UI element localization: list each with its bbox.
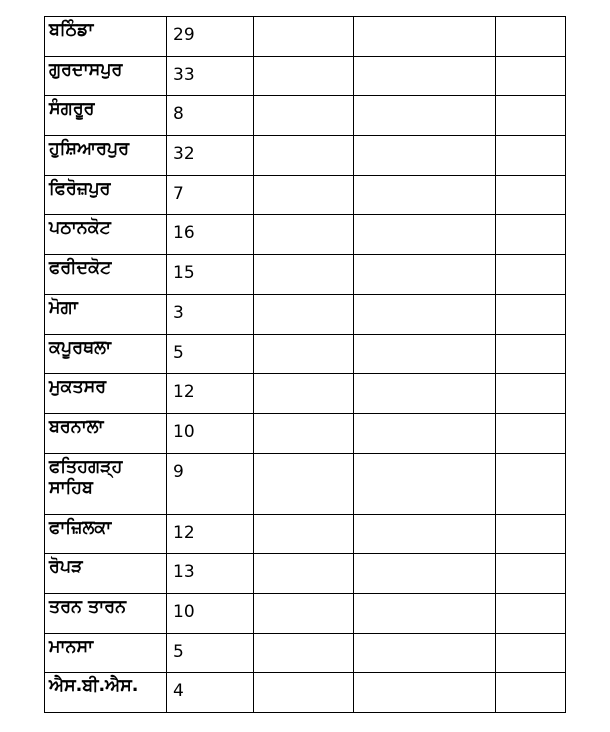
district-table bbox=[44, 16, 566, 713]
count-cell: 33 bbox=[167, 56, 254, 96]
district-name-cell: ਬਰਨਾਲਾ bbox=[45, 413, 167, 453]
table-row bbox=[45, 673, 566, 713]
empty-cell bbox=[254, 453, 354, 514]
empty-cell bbox=[254, 215, 354, 255]
district-name-cell: ਰੋਪੜ bbox=[45, 554, 167, 594]
table-row bbox=[45, 56, 566, 96]
district-name-cell: ਬਠਿੰਡਾ bbox=[45, 17, 167, 57]
empty-cell bbox=[354, 56, 496, 96]
table-row bbox=[45, 633, 566, 673]
district-name-cell: ਮੁਕਤਸਰ bbox=[45, 374, 167, 414]
district-name-cell: ਮੋਗਾ bbox=[45, 294, 167, 334]
district-name-cell: ਮਾਨਸਾ bbox=[45, 633, 167, 673]
count-cell: 15 bbox=[167, 255, 254, 295]
table-row bbox=[45, 175, 566, 215]
empty-cell bbox=[254, 96, 354, 136]
empty-cell bbox=[254, 514, 354, 554]
table-row bbox=[45, 593, 566, 633]
empty-cell bbox=[354, 334, 496, 374]
empty-cell bbox=[354, 255, 496, 295]
empty-cell bbox=[496, 175, 566, 215]
count-cell: 3 bbox=[167, 294, 254, 334]
count-cell: 10 bbox=[167, 593, 254, 633]
table-row bbox=[45, 215, 566, 255]
empty-cell bbox=[254, 17, 354, 57]
district-name-cell: ਫਾਜ਼ਿਲਕਾ bbox=[45, 514, 167, 554]
empty-cell bbox=[354, 17, 496, 57]
table-row bbox=[45, 255, 566, 295]
empty-cell bbox=[496, 514, 566, 554]
empty-cell bbox=[354, 633, 496, 673]
empty-cell bbox=[354, 413, 496, 453]
count-cell: 7 bbox=[167, 175, 254, 215]
empty-cell bbox=[354, 294, 496, 334]
empty-cell bbox=[496, 374, 566, 414]
table-row bbox=[45, 514, 566, 554]
count-cell: 4 bbox=[167, 673, 254, 713]
empty-cell bbox=[254, 56, 354, 96]
empty-cell bbox=[254, 554, 354, 594]
district-name-cell: ਸੰਗਰੂਰ bbox=[45, 96, 167, 136]
empty-cell bbox=[496, 413, 566, 453]
empty-cell bbox=[254, 673, 354, 713]
district-name-cell: ਫਤਿਹਗੜ੍ਹ ਸਾਹਿਬ bbox=[45, 453, 167, 514]
district-name-cell: ਤਰਨ ਤਾਰਨ bbox=[45, 593, 167, 633]
empty-cell bbox=[496, 56, 566, 96]
empty-cell bbox=[496, 554, 566, 594]
district-name-cell: ਫਰੀਦਕੋਟ bbox=[45, 255, 167, 295]
table-row bbox=[45, 96, 566, 136]
empty-cell bbox=[254, 136, 354, 176]
empty-cell bbox=[354, 593, 496, 633]
empty-cell bbox=[254, 334, 354, 374]
district-name-cell: ਗੁਰਦਾਸਪੁਰ bbox=[45, 56, 167, 96]
count-cell: 32 bbox=[167, 136, 254, 176]
district-name-cell: ਹੁਸ਼ਿਆਰਪੁਰ bbox=[45, 136, 167, 176]
empty-cell bbox=[254, 374, 354, 414]
table-row bbox=[45, 413, 566, 453]
table-row bbox=[45, 17, 566, 57]
empty-cell bbox=[354, 554, 496, 594]
table-row bbox=[45, 374, 566, 414]
empty-cell bbox=[254, 175, 354, 215]
count-cell: 9 bbox=[167, 453, 254, 514]
empty-cell bbox=[254, 593, 354, 633]
district-name-cell: ਪਠਾਨਕੋਟ bbox=[45, 215, 167, 255]
empty-cell bbox=[254, 633, 354, 673]
empty-cell bbox=[496, 96, 566, 136]
empty-cell bbox=[354, 215, 496, 255]
count-cell: 12 bbox=[167, 374, 254, 414]
empty-cell bbox=[496, 17, 566, 57]
empty-cell bbox=[354, 453, 496, 514]
empty-cell bbox=[354, 673, 496, 713]
empty-cell bbox=[254, 255, 354, 295]
empty-cell bbox=[496, 215, 566, 255]
district-name-cell: ਫਿਰੋਜ਼ਪੁਰ bbox=[45, 175, 167, 215]
empty-cell bbox=[354, 96, 496, 136]
count-cell: 29 bbox=[167, 17, 254, 57]
count-cell: 5 bbox=[167, 334, 254, 374]
empty-cell bbox=[354, 175, 496, 215]
table-row bbox=[45, 294, 566, 334]
table-row bbox=[45, 453, 566, 514]
empty-cell bbox=[496, 255, 566, 295]
empty-cell bbox=[254, 413, 354, 453]
district-name-cell: ਐਸ.ਬੀ.ਐਸ. bbox=[45, 673, 167, 713]
empty-cell bbox=[496, 673, 566, 713]
empty-cell bbox=[354, 514, 496, 554]
count-cell: 16 bbox=[167, 215, 254, 255]
empty-cell bbox=[496, 136, 566, 176]
empty-cell bbox=[496, 453, 566, 514]
empty-cell bbox=[354, 136, 496, 176]
count-cell: 5 bbox=[167, 633, 254, 673]
table-row bbox=[45, 334, 566, 374]
district-name-cell: ਕਪੂਰਥਲਾ bbox=[45, 334, 167, 374]
empty-cell bbox=[354, 374, 496, 414]
count-cell: 10 bbox=[167, 413, 254, 453]
count-cell: 12 bbox=[167, 514, 254, 554]
empty-cell bbox=[496, 593, 566, 633]
empty-cell bbox=[496, 633, 566, 673]
table-row bbox=[45, 136, 566, 176]
empty-cell bbox=[496, 294, 566, 334]
count-cell: 13 bbox=[167, 554, 254, 594]
empty-cell bbox=[496, 334, 566, 374]
table-row bbox=[45, 554, 566, 594]
empty-cell bbox=[254, 294, 354, 334]
count-cell: 8 bbox=[167, 96, 254, 136]
